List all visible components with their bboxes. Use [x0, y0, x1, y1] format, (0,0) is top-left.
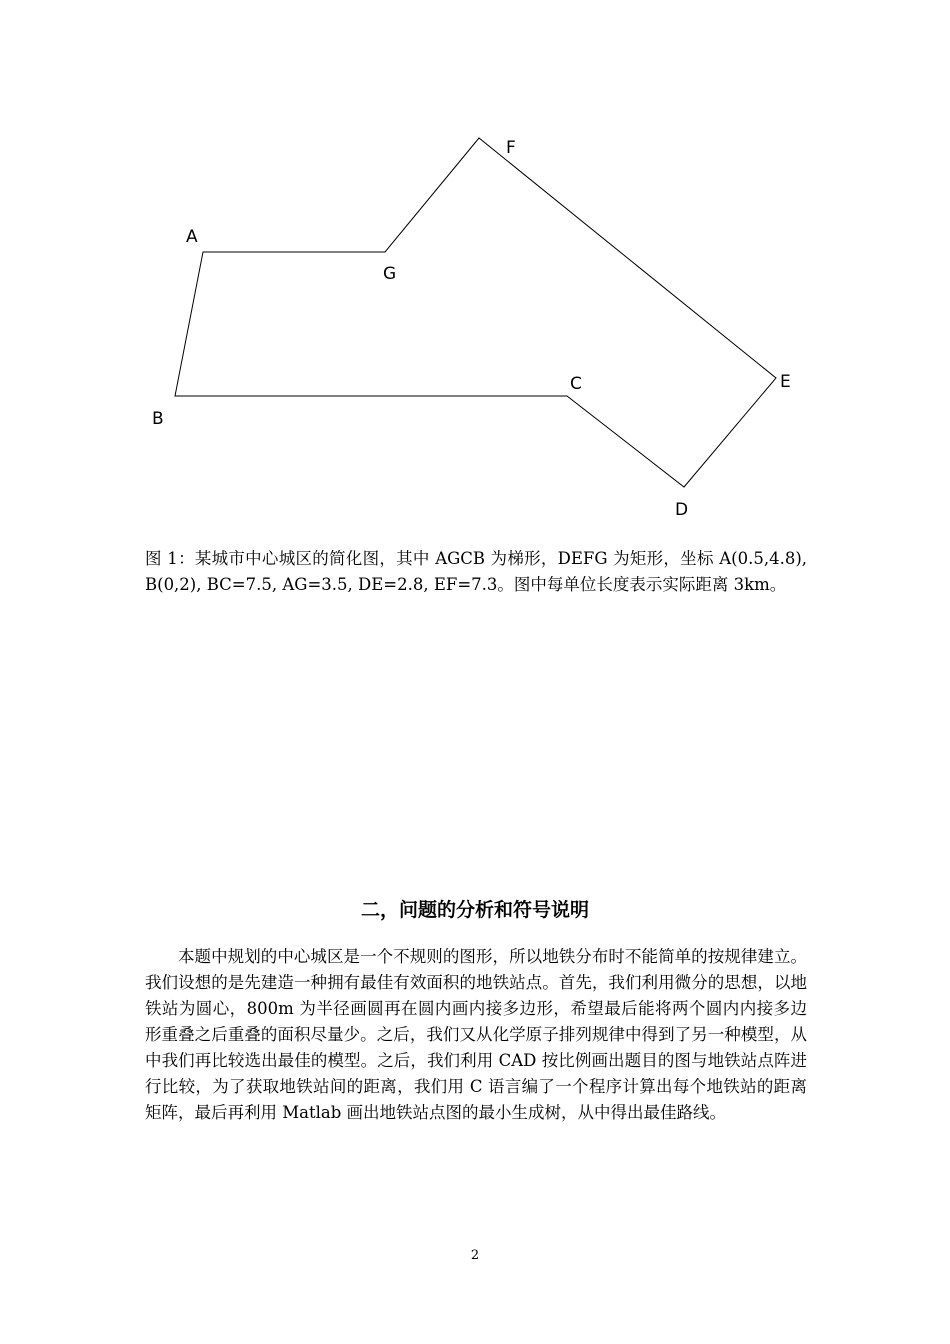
vertex-label-e: E [780, 372, 791, 392]
body-paragraph: 本题中规划的中心城区是一个不规则的图形，所以地铁分布时不能简单的按规律建立。我们设想的是先建造一种拥有最佳有效面积的地铁站点。首先，我们利用微分的思想，以地铁站为圆心，800m 为半径画圆再在圆内画内接多边形，希望最后能将两个圆内内接多边形重叠之后重叠的面积尽量少。之后，我们又从化学原子排列规律中得到了另一种模型，从中我们再比较选出最佳的模型。之后，我们利用 CAD 按比例画出题目的图与地铁站点阵进行比较，为了获取地铁站间的距离，我们用 C 语言编了一个程序计算出每个地铁站的距离矩阵，最后再利用 Matlab 画出地铁站点图的最小生成树，从中得出最佳路线。 [145, 947, 807, 1122]
vertex-label-g: G [383, 264, 397, 284]
page-number: 2 [470, 1248, 480, 1263]
vertex-label-a: A [186, 227, 198, 247]
vertex-label-c: C [570, 374, 582, 394]
vertex-label-b: B [152, 409, 164, 429]
section-title: 二，问题的分析和符号说明 [360, 899, 589, 921]
figure-caption: 图 1：某城市中心城区的简化图，其中 AGCB 为梯形，DEFG 为矩形，坐标 A(0.5,4.8), B(0,2), BC=7.5, AG=3.5, DE=2.8, EF=7.3。图中每单位长度表示实际距离 3km。 [145, 549, 807, 594]
vertex-label-f: F [506, 138, 516, 158]
city-outline-polygon [175, 138, 776, 487]
city-map-figure [0, 0, 950, 540]
vertex-label-d: D [675, 500, 689, 520]
